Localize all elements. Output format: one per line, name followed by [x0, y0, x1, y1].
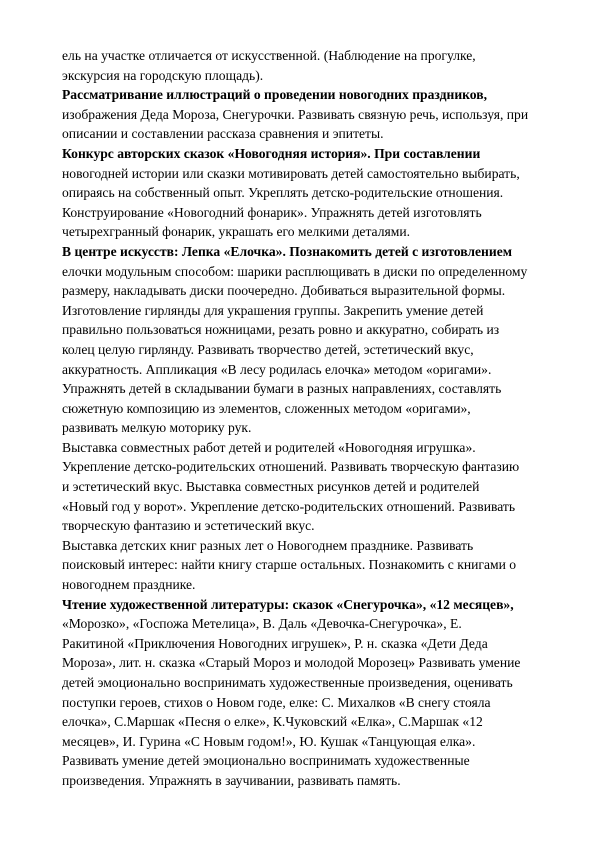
text-line: изображения Деда Мороза, Снегурочки. Развивать связную речь, используя, при [62, 106, 529, 122]
text-line: месяцев», И. Гурина «С Новым годом!», Ю. Кушак «Танцующая елка». [62, 733, 476, 749]
text-line: Рассматривание иллюстраций о проведении новогодних праздников, [62, 87, 488, 103]
text-line: Ракитиной «Приключения Новогодних игрушек», Р. н. сказка «Дети Деда [62, 635, 488, 651]
text-line: Мороза», лит. н. сказка «Старый Мороз и молодой Морозец» Развивать умение [62, 655, 521, 671]
text-line: и эстетический вкус. Выставка совместных рисунков детей и родителей [62, 479, 480, 495]
text-line: новогодней истории или сказки мотивировать детей самостоятельно выбирать, [62, 165, 520, 181]
text-line: Конкурс авторских сказок «Новогодняя история». При составлении [62, 145, 481, 161]
text-line: развивать мелкую моторику рук. [62, 420, 252, 436]
text-line: Изготовление гирлянды для украшения группы. Закрепить умение детей [62, 302, 484, 318]
text-line: экскурсия на городскую площадь). [62, 67, 264, 83]
text-line: «Морозко», «Госпожа Метелица», В. Даль «Девочка-Снегурочка», Е. [62, 616, 462, 632]
text-line: елочка», С.Маршак «Песня о елке», К.Чуковский «Елка», С.Маршак «12 [62, 714, 483, 730]
text-line: творческую фантазию и эстетический вкус. [62, 518, 315, 534]
text-line: ель на участке отличается от искусственной. (Наблюдение на прогулке, [62, 48, 476, 63]
text-line: колец целую гирлянду. Развивать творчество детей, эстетический вкус, [62, 341, 474, 357]
text-line: Упражнять детей в складывании бумаги в разных направлениях, составлять [62, 381, 502, 397]
text-line: аккуратность. Аппликация «В лесу родилась елочка» методом «оригами». [62, 361, 492, 377]
text-line: В центре искусств: Лепка «Елочка». Познакомить детей с изготовлением [62, 243, 513, 259]
text-line: Выставка детских книг разных лет о Новогоднем празднике. Развивать [62, 537, 474, 553]
text-line: сюжетную композицию из элементов, сложенных методом «оригами», [62, 400, 471, 416]
text-line: елочки модульным способом: шарики расплющивать в диски по определенному [62, 263, 528, 279]
text-line: Укрепление детско-родительских отношений. Развивать творческую фантазию [62, 459, 520, 475]
text-line: Развивать умение детей эмоционально воспринимать художественные [62, 753, 470, 769]
text-line: детей эмоционально воспринимать художественные произведения, оценивать [62, 675, 513, 690]
text-line: поступки героев, стихов о Новом годе, елке: С. Михалков «В снегу стояла [62, 694, 491, 710]
text-line: Выставка совместных работ детей и родителей «Новогодняя игрушка». [62, 439, 476, 455]
document-body [62, 46, 528, 791]
text-line: новогоднем празднике. [62, 577, 196, 593]
text-line: произведения. Упражнять в заучивании, развивать память. [62, 772, 401, 788]
text-line: четырехгранный фонарик, украшать его мелкими деталями. [62, 224, 411, 240]
text-line: правильно пользоваться ножницами, резать ровно и аккуратно, собирать из [62, 322, 500, 338]
text-line: «Новый год у ворот». Укрепление детско-родительских отношений. Развивать [62, 498, 516, 514]
text-line: Чтение художественной литературы: сказок «Снегурочка», «12 месяцев», [62, 596, 514, 612]
text-line: Конструирование «Новогодний фонарик». Упражнять детей изготовлять [62, 204, 482, 220]
text-line: описании и составлении рассказа сравнения и эпитеты. [62, 126, 384, 142]
text-line: размеру, накладывать диски поочередно. Добиваться выразительной формы. [62, 283, 506, 299]
text-line: опираясь на собственный опыт. Укреплять детско-родительские отношения. [62, 185, 504, 201]
text-line: поисковый интерес: найти книгу старше остальных. Познакомить с книгами о [62, 557, 517, 573]
